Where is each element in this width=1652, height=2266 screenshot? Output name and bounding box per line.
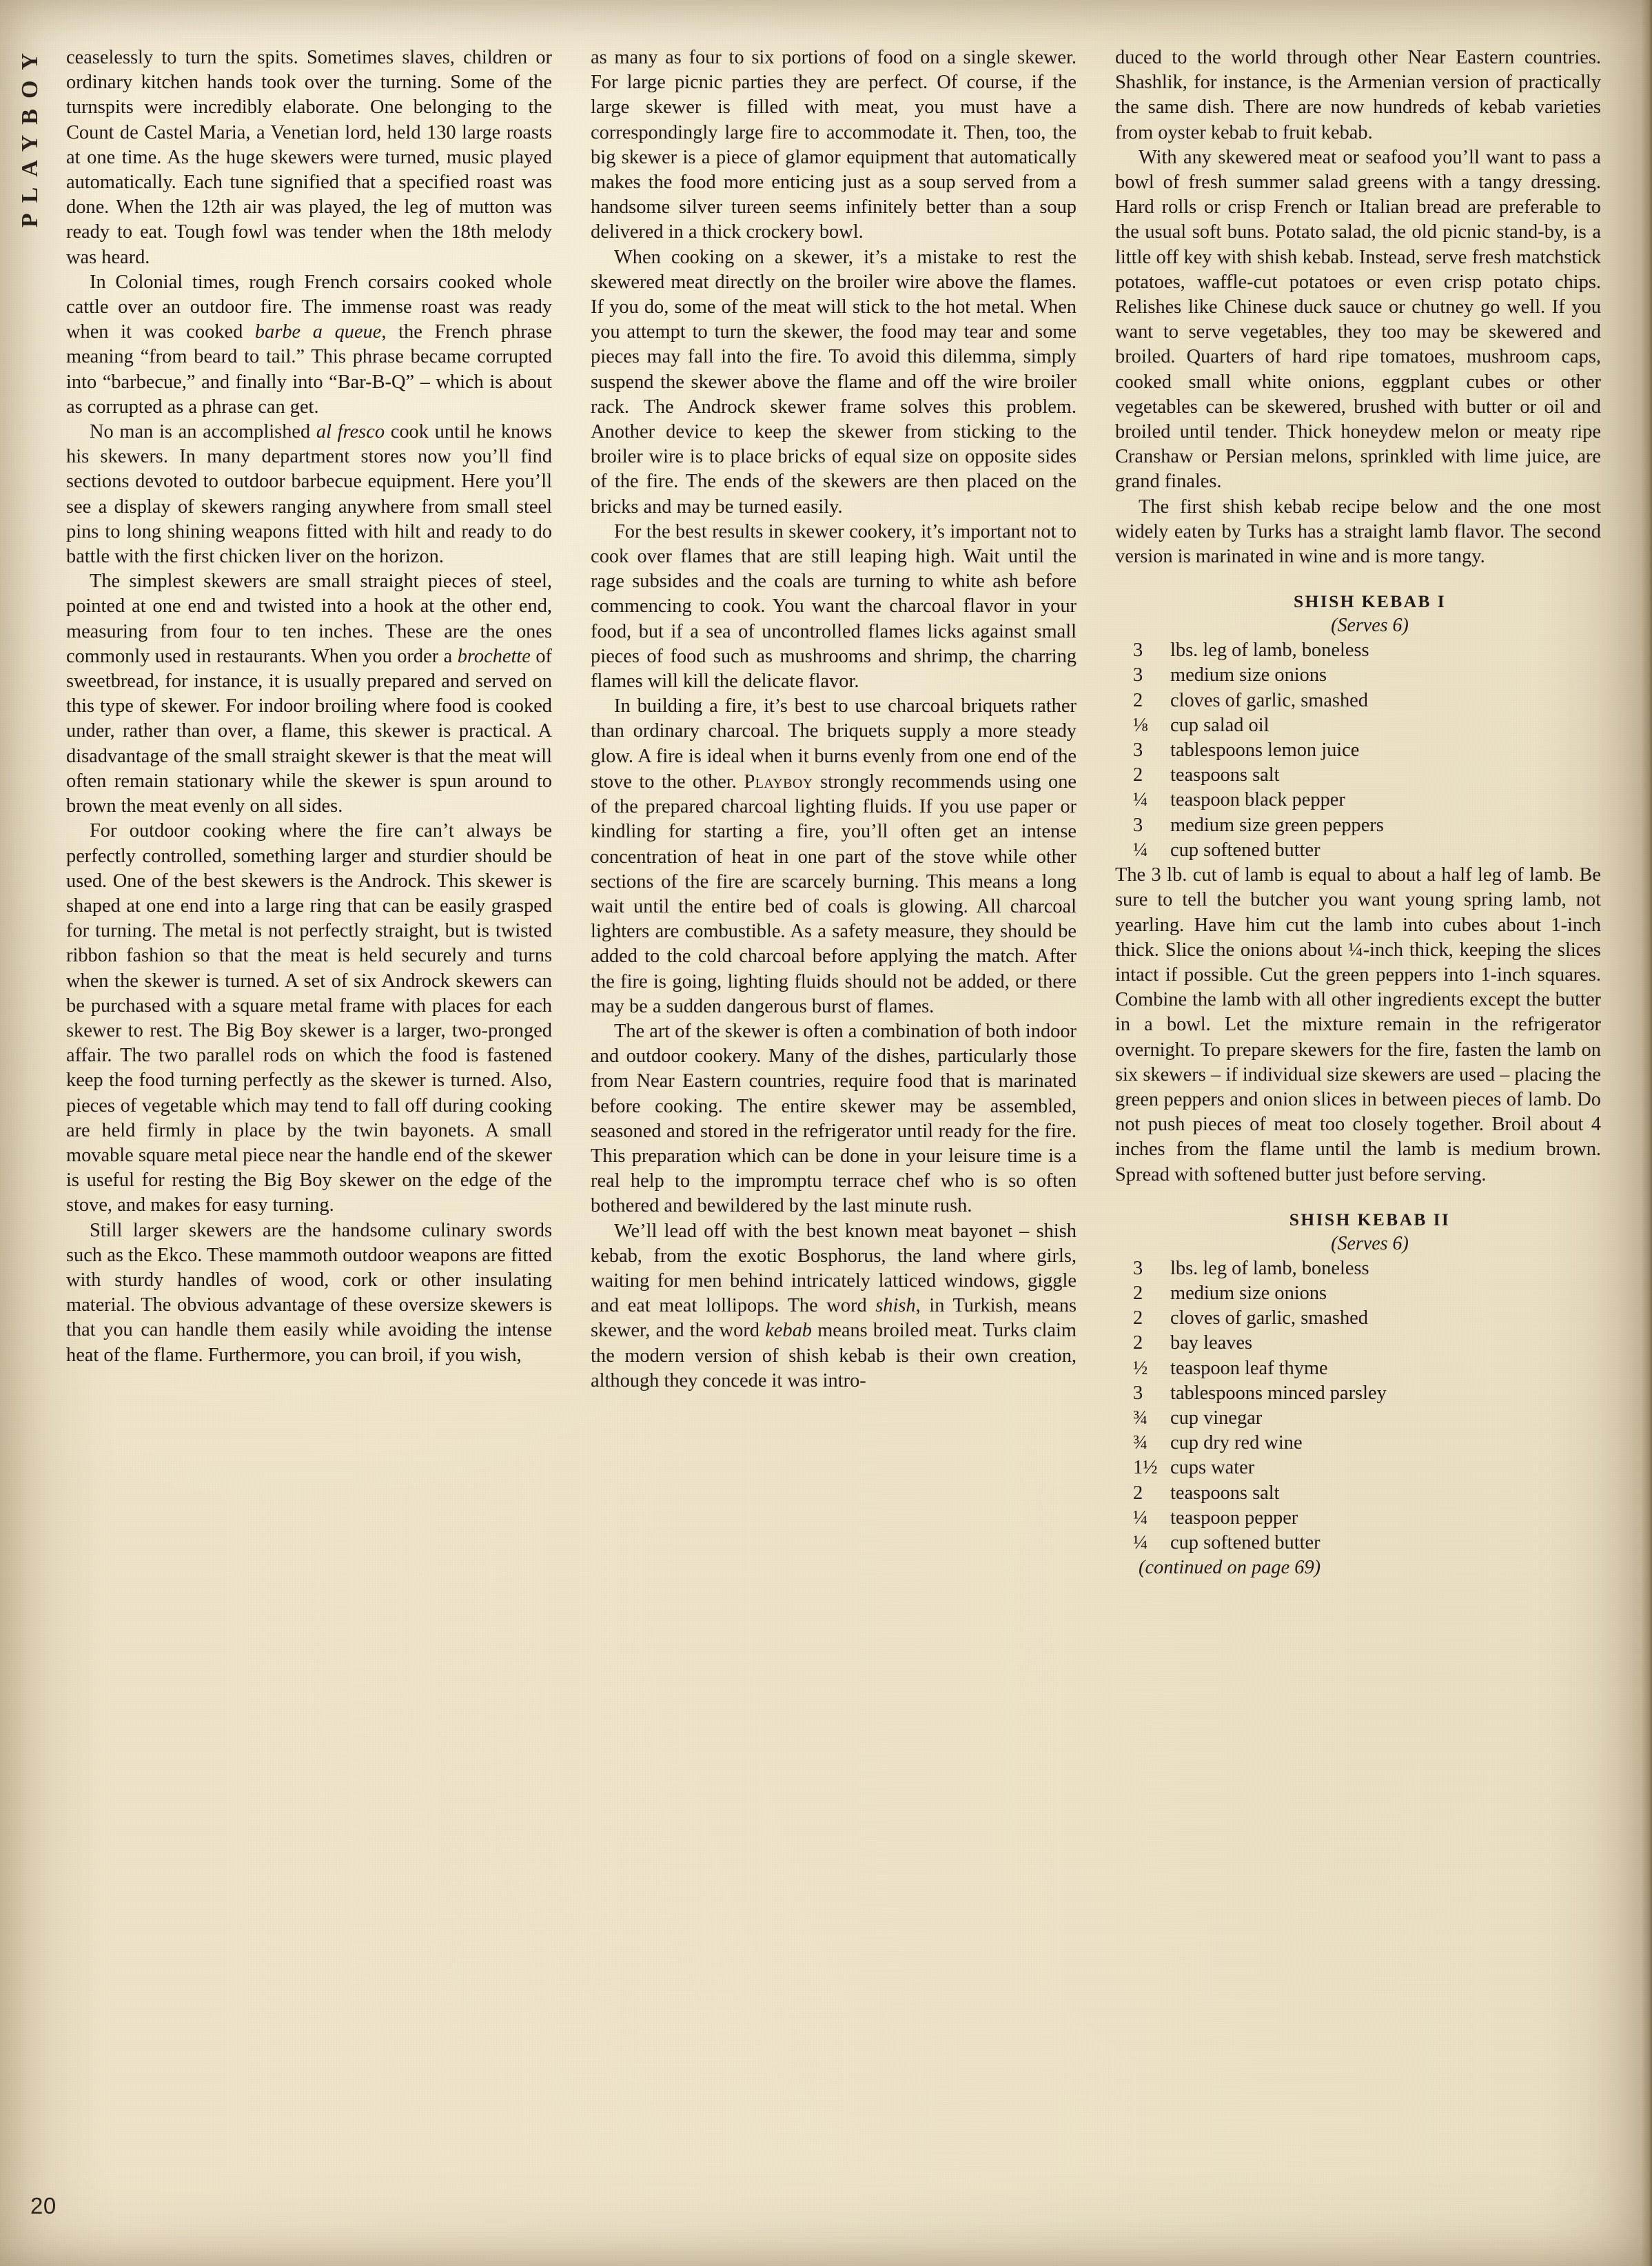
ingredient-quantity: 3: [1133, 1382, 1143, 1404]
ingredient-item: [1133, 788, 1601, 813]
ingredient-item: [1133, 763, 1601, 788]
ingredient-quantity: ¼: [1133, 789, 1148, 811]
ingredient-quantity: 2: [1133, 1307, 1143, 1329]
ingredient-quantity: 2: [1133, 689, 1143, 711]
ingredient-quantity: 2: [1133, 1332, 1143, 1354]
ingredient-item: [1133, 738, 1601, 763]
foreign-word-shish: shish: [875, 1295, 916, 1317]
recipe-method: The 3 lb. cut of lamb is equal to about a half leg of lamb. Be sure to tell the butcher you want young spring lamb, not yearling. Have him cut the lamb into cubes about 1-inch thick. Slice the onions about ¼-inch thick, keeping the slices intact if possible. Cut the green peppers into 1-inch squares. Combine the lamb with all other ingredients except the butter in a bowl. Let the mixture remain in the refrigerator overnight. To prepare skewers for the fire, fasten the lamb on six skewers – if individual size skewers are used – placing the green peppers and onion slices in between pieces of lamb. Do not push pieces of meat too closely together. Broil about 4 inches from the flame until the lamb is medium brown. Spread with softened butter just before serving.: [1115, 864, 1601, 1185]
paragraph: For outdoor cooking where the fire can’t always be perfectly controlled, something larger and sturdier should be used. One of the best skewers is the Androck. This skewer is shaped at one end into a large ring that can be easily grasped for turning. The metal is not perfectly straight, but is twisted ribbon fashion so that the meat is held securely and turns when the skewer is turned. A set of six Androck skewers can be purchased with a square metal frame with places for each skewer to rest. The Big Boy skewer is a larger, two-pronged affair. The two parallel rods on which the food is fastened keep the food turning perfectly as the skewer is turned. Also, pieces of vegetable which may tend to fall off during cooking are held firmly in place by the twin bayonets. A small movable square metal piece near the handle end of the skewer is useful for resting the Big Boy skewer on the edge of the stove, and makes for easy turning.: [66, 820, 552, 1216]
ingredient-name: bay leaves: [1170, 1332, 1253, 1354]
ingredient-item: [1133, 1406, 1601, 1431]
ingredient-name: cup dry red wine: [1170, 1432, 1303, 1454]
recipe-shish-kebab-ii: [1115, 1208, 1601, 1555]
ingredient-quantity: 3: [1133, 640, 1143, 662]
paragraph: With any skewered meat or seafood you’ll want to pass a bowl of fresh summer salad greens with a tangy dressing. Hard rolls or crisp French or Italian bread are preferable to the usual soft buns. Potato salad, the old picnic stand-by, is a little off key with shish kebab. Instead, serve fresh matchstick potatoes, waffle-cut potatoes or even crisp potato chips. Relishes like Chinese duck sauce or chutney go well. If you want to serve vegetables, they too may be skewered and broiled. Quarters of hard ripe tomatoes, mushroom caps, cooked small white onions, eggplant cubes or other vegetables can be skewered, brushed with butter or oil and broiled until tender. Thick honeydew melon or meaty ripe Cranshaw or Persian melons, sprinkled with lime juice, are grand finales.: [1115, 146, 1601, 493]
paragraph: as many as four to six portions of food on a single skewer. For large picnic parties they are perfect. Of course, if the large skewer is filled with meat, you must have a correspondingly large fire to accommodate it. Then, too, the big skewer is a piece of glamor equipment that automatically makes the food more enticing just as a soup served from a handsome silver tureen seems infinitely better than a soup delivered in a thick crockery bowl.: [591, 47, 1077, 243]
ingredient-list: [1133, 1256, 1601, 1555]
ingredient-name: cup softened butter: [1170, 1531, 1320, 1553]
recipe-title: SHISH KEBAB I: [1293, 591, 1447, 612]
ingredient-quantity: 2: [1133, 1482, 1143, 1504]
ingredient-quantity: ⅛: [1133, 714, 1148, 736]
ingredient-item: [1133, 1431, 1601, 1456]
ingredient-quantity: ¾: [1133, 1432, 1148, 1454]
ingredient-item: [1133, 813, 1601, 838]
paragraph: For the best results in skewer cookery, it’s important not to cook over flames that are still leaping high. Wait until the rage subsides and the coals are turning to white ash before commencing to cook. You want the charcoal flavor in your food, but if a sea of uncontrolled flames licks against small pieces of food such as mushrooms and shrimp, the charring flames will kill the delicate flavor.: [591, 520, 1077, 693]
column-three: [1115, 45, 1601, 2168]
ingredient-name: lbs. leg of lamb, boneless: [1170, 1257, 1369, 1279]
recipe-serves: (Serves 6): [1331, 615, 1409, 637]
foreign-phrase-barbe-a-queue: barbe a queue: [254, 321, 382, 343]
recipe-title: SHISH KEBAB II: [1289, 1209, 1451, 1229]
ingredient-quantity: 3: [1133, 664, 1143, 686]
paragraph: When cooking on a skewer, it’s a mistake to rest the skewered meat directly on the broiler wire above the flames. If you do, some of the meat will stick to the hot metal. When you attempt to turn the skewer, the food may tear and some pieces may fall into the fire. To avoid this dilemma, simply suspend the skewer above the flame and off the wire broiler rack. The Androck skewer frame solves this problem. Another device to keep the skewer from sticking to the broiler wire is to place bricks of equal size on opposite sides of the fire. The ends of the skewers are then placed on the bricks and may be turned easily.: [591, 246, 1077, 518]
ingredient-name: teaspoon pepper: [1170, 1507, 1298, 1529]
ingredient-name: medium size green peppers: [1170, 814, 1384, 836]
ingredient-quantity: 1½: [1133, 1457, 1158, 1479]
paragraph: The simplest skewers are small straight pieces of steel, pointed at one end and twisted into a hook at the other end, measuring from four to ten inches. These are the ones commonly used in restaurants. When you order a brochette of sweetbread, for instance, it is usually prepared and served on this type of skewer. For indoor broiling where food is cooked under, rather than over, a flame, this skewer is practical. A disadvantage of the small straight skewer is that the meat will often remain stationary while the skewer is spun around to brown the meat evenly on all sides.: [66, 571, 553, 817]
ingredient-name: cup softened butter: [1170, 839, 1320, 861]
ingredient-quantity: ½: [1133, 1357, 1148, 1379]
ingredient-quantity: ¾: [1133, 1407, 1148, 1429]
ingredient-item: [1133, 1381, 1601, 1406]
paragraph: Still larger skewers are the handsome culinary swords such as the Ekco. These mammoth outdoor weapons are fitted with sturdy handles of wood, cork or other insulating material. The obvious advantage of these oversize skewers is that you can handle them easily while avoiding the intense heat of the flame. Furthermore, you can broil, if you wish,: [66, 1219, 552, 1366]
recipe-shish-kebab-i: [1115, 590, 1601, 1187]
ingredient-name: cup vinegar: [1170, 1407, 1263, 1429]
paragraph: duced to the world through other Near Eastern countries. Shashlik, for instance, is the Armenian version of practically the same dish. There are now hundreds of kebab varieties from oyster kebab to fruit kebab.: [1115, 47, 1601, 143]
ingredient-item: [1133, 1356, 1601, 1381]
ingredient-item: [1133, 1481, 1601, 1506]
paragraph: No man is an accomplished al fresco cook until he knows his skewers. In many department stores now you’ll find sections devoted to outdoor barbecue equipment. Here you’ll see a display of skewers ranging anywhere from small steel pins to long shining weapons fitted with hilt and ready to do battle with the first chicken liver on the horizon.: [66, 421, 552, 568]
ingredient-quantity: 2: [1133, 1282, 1143, 1304]
paragraph: The first shish kebab recipe below and the one most widely eaten by Turks has a straight lamb flavor. The second version is marinated in wine and is more tangy.: [1115, 496, 1601, 568]
ingredient-item: [1133, 1506, 1601, 1531]
ingredient-name: medium size onions: [1170, 1282, 1327, 1304]
ingredient-name: cup salad oil: [1170, 714, 1269, 736]
playboy-vertical-masthead: [11, 43, 50, 249]
ingredient-name: cloves of garlic, smashed: [1170, 1307, 1368, 1329]
ingredient-item: [1133, 638, 1601, 663]
column-one: [66, 45, 552, 2168]
ingredient-item: [1133, 1281, 1601, 1306]
ingredient-name: tablespoons minced parsley: [1170, 1382, 1387, 1404]
ingredient-item: [1133, 1456, 1601, 1480]
ingredient-name: teaspoon black pepper: [1170, 789, 1345, 811]
ingredient-quantity: 3: [1133, 814, 1143, 836]
ingredient-item: [1133, 1256, 1601, 1281]
ingredient-name: teaspoons salt: [1170, 764, 1280, 786]
page-number: 20: [30, 2193, 57, 2218]
foreign-phrase-al-fresco: al fresco: [316, 421, 385, 443]
paragraph: In Colonial times, rough French corsairs cooked whole cattle over an outdoor fire. The immense roast was ready when it was cooked barbe a queue, the French phrase meaning “from beard to tail.” This phrase became corrupted into “barbecue,” and finally into “Bar-B-Q” – which is about as corrupted as a phrase can get.: [66, 271, 553, 418]
ingredient-item: [1133, 713, 1601, 738]
ingredient-name: medium size onions: [1170, 664, 1327, 686]
ingredient-list: [1133, 638, 1601, 863]
paragraph: The art of the skewer is often a combination of both indoor and outdoor cookery. Many of the dishes, particularly those from Near Eastern countries, require food that is marinated before cooking. The entire skewer may be assembled, seasoned and stored in the refrigerator until ready for the fire. This preparation which can be done in your leisure time is a real help to the impromptu terrace chef who is so often bothered and bewildered by the last minute rush.: [591, 1020, 1077, 1217]
ingredient-name: teaspoons salt: [1170, 1482, 1280, 1504]
ingredient-name: lbs. leg of lamb, boneless: [1170, 640, 1369, 662]
ingredient-quantity: ¼: [1133, 839, 1148, 861]
ingredient-name: cloves of garlic, smashed: [1170, 689, 1368, 711]
paragraph: In building a fire, it’s best to use charcoal briquets rather than ordinary charcoal. The briquets supply a more steady glow. A fire is ideal when it burns evenly from one end of the stove to the other. Playboy strongly recommends using one of the prepared charcoal lighting fluids. If you use paper or kindling for starting a fire, you’ll often get an intense concentration of heat in one part of the stove while other sections of the fire are scarcely burning. This means a long wait until the entire bed of coals is glowing. All charcoal lighters are combustible. As a safety measure, they should be added to the cold charcoal before applying the match. After the fire is going, lighting fluids should not be added, or there may be a sudden dangerous burst of flames.: [591, 695, 1077, 1017]
masthead-label: PLAYBOY: [17, 43, 43, 228]
ingredient-item: [1133, 663, 1601, 688]
foreign-word-kebab: kebab: [765, 1320, 812, 1342]
ingredient-item: [1133, 838, 1601, 863]
ingredient-item: [1133, 1306, 1601, 1331]
column-two: [591, 45, 1077, 2168]
continued-notice: (continued on page 69): [1139, 1557, 1321, 1579]
ingredient-quantity: 3: [1133, 739, 1143, 762]
recipe-serves: (Serves 6): [1331, 1232, 1409, 1254]
ingredient-item: [1133, 688, 1601, 713]
ingredient-name: teaspoon leaf thyme: [1170, 1357, 1328, 1379]
ingredient-name: cups water: [1170, 1457, 1255, 1479]
ingredient-quantity: ¼: [1133, 1507, 1148, 1529]
ingredient-quantity: 3: [1133, 1257, 1143, 1279]
foreign-phrase-brochette: brochette: [457, 645, 531, 667]
paragraph: We’ll lead off with the best known meat bayonet – shish kebab, from the exotic Bosphorus, the land where girls, waiting for men behind intricately latticed windows, giggle and eat meat lollipops. The word shish, in Turkish, means skewer, and the word kebab means broiled meat. Turks claim the modern version of shish kebab is their own creation, although they concede it was intro-: [591, 1220, 1077, 1391]
brand-name-playboy: Playboy: [744, 770, 813, 793]
ingredient-item: [1133, 1531, 1601, 1555]
ingredient-quantity: 2: [1133, 764, 1143, 786]
ingredient-item: [1133, 1331, 1601, 1356]
ingredient-name: tablespoons lemon juice: [1170, 739, 1360, 762]
ingredient-quantity: ¼: [1133, 1531, 1148, 1553]
paragraph: ceaselessly to turn the spits. Sometimes slaves, children or ordinary kitchen hands took over the turning. Some of the turnspits were incredibly elaborate. One belonging to the Count de Castel Maria, a Venetian lord, held 130 large roasts at one time. As the huge skewers were turned, music played automatically. Each tune signified that a specified roast was done. When the 12th air was played, the leg of mutton was ready to eat. Tough fowl was tender when the 18th melody was heard.: [66, 47, 552, 268]
article-columns: [66, 45, 1602, 2168]
page-right-edge-shadow: [1641, 0, 1652, 2266]
